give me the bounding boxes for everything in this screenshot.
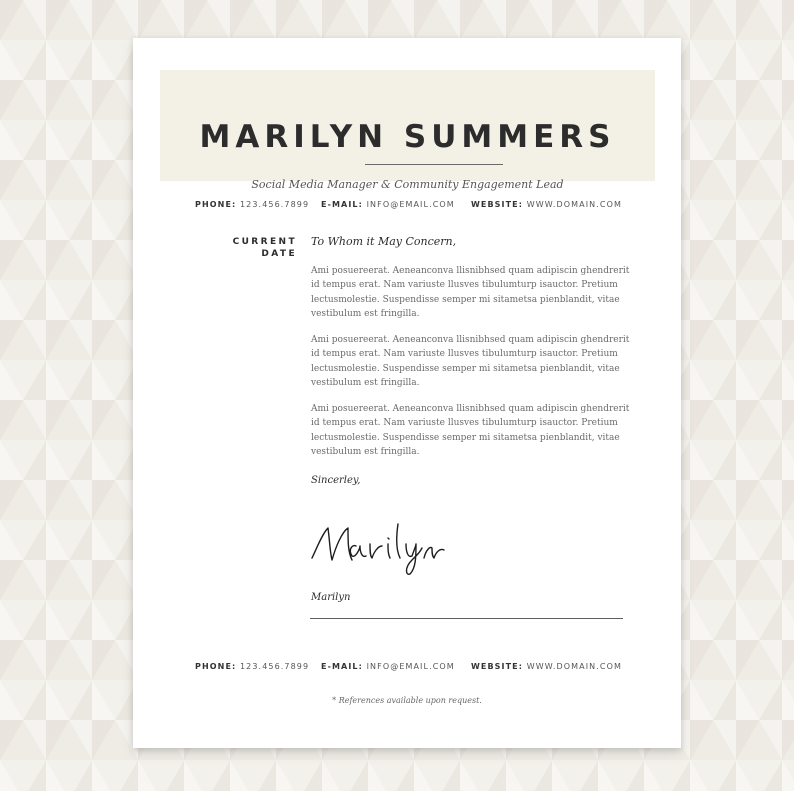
body-paragraph: Ami posuereerat. Aeneanconva llisnibhsed quam adipiscin ghendrerit id tempus erat. Nam variuste llusves tibulumturp isauctor. Pretium lectusmolestie. Suspendisse semper mi sitametsa pienblandit, vitae vestibulum est fringilla.	[311, 266, 630, 319]
phone-label: PHONE:	[195, 662, 237, 671]
date-line-1: CURRENT	[232, 237, 297, 247]
email-value: INFO@EMAIL.COM	[366, 200, 455, 209]
website-label: WEBSITE:	[471, 200, 524, 209]
contact-row-top	[133, 200, 681, 214]
header-band	[160, 70, 655, 191]
website-value: WWW.DOMAIN.COM	[526, 200, 622, 209]
phone-value: 123.456.7899	[239, 662, 310, 671]
website-contact	[471, 200, 622, 209]
job-title: Social Media Manager & Community Engagement Lead	[251, 178, 564, 191]
phone-label: PHONE:	[195, 200, 237, 209]
phone-contact	[195, 662, 309, 671]
references-note: * References available upon request.	[332, 696, 482, 705]
email-contact	[321, 662, 455, 671]
greeting: To Whom it May Concern,	[311, 235, 457, 248]
handwritten-signature	[308, 514, 448, 576]
website-contact	[471, 662, 622, 671]
letter-page	[133, 38, 681, 748]
current-date	[215, 236, 297, 260]
email-label: E-MAIL:	[321, 662, 363, 671]
sign-off: Sincerley,	[311, 475, 361, 486]
name-divider	[365, 164, 503, 165]
email-value: INFO@EMAIL.COM	[366, 662, 455, 671]
phone-value: 123.456.7899	[239, 200, 310, 209]
body-paragraph: Ami posuereerat. Aeneanconva llisnibhsed quam adipiscin ghendrerit id tempus erat. Nam variuste llusves tibulumturp isauctor. Pretium lectusmolestie. Suspendisse semper mi sitametsa pienblandit, vitae vestibulum est fringilla.	[311, 335, 630, 388]
email-contact	[321, 200, 455, 209]
email-label: E-MAIL:	[321, 200, 363, 209]
phone-contact	[195, 200, 309, 209]
contact-row-bottom	[133, 662, 681, 676]
body-paragraph: Ami posuereerat. Aeneanconva llisnibhsed quam adipiscin ghendrerit id tempus erat. Nam variuste llusves tibulumturp isauctor. Pretium lectusmolestie. Suspendisse semper mi sitametsa pienblandit, vitae vestibulum est fringilla.	[311, 404, 630, 457]
website-label: WEBSITE:	[471, 662, 524, 671]
website-value: WWW.DOMAIN.COM	[526, 662, 622, 671]
signature-divider	[310, 618, 623, 619]
date-line-2: DATE	[261, 249, 297, 259]
signer-name: Marilyn	[311, 592, 351, 603]
applicant-name: MARILYN SUMMERS	[199, 119, 616, 155]
